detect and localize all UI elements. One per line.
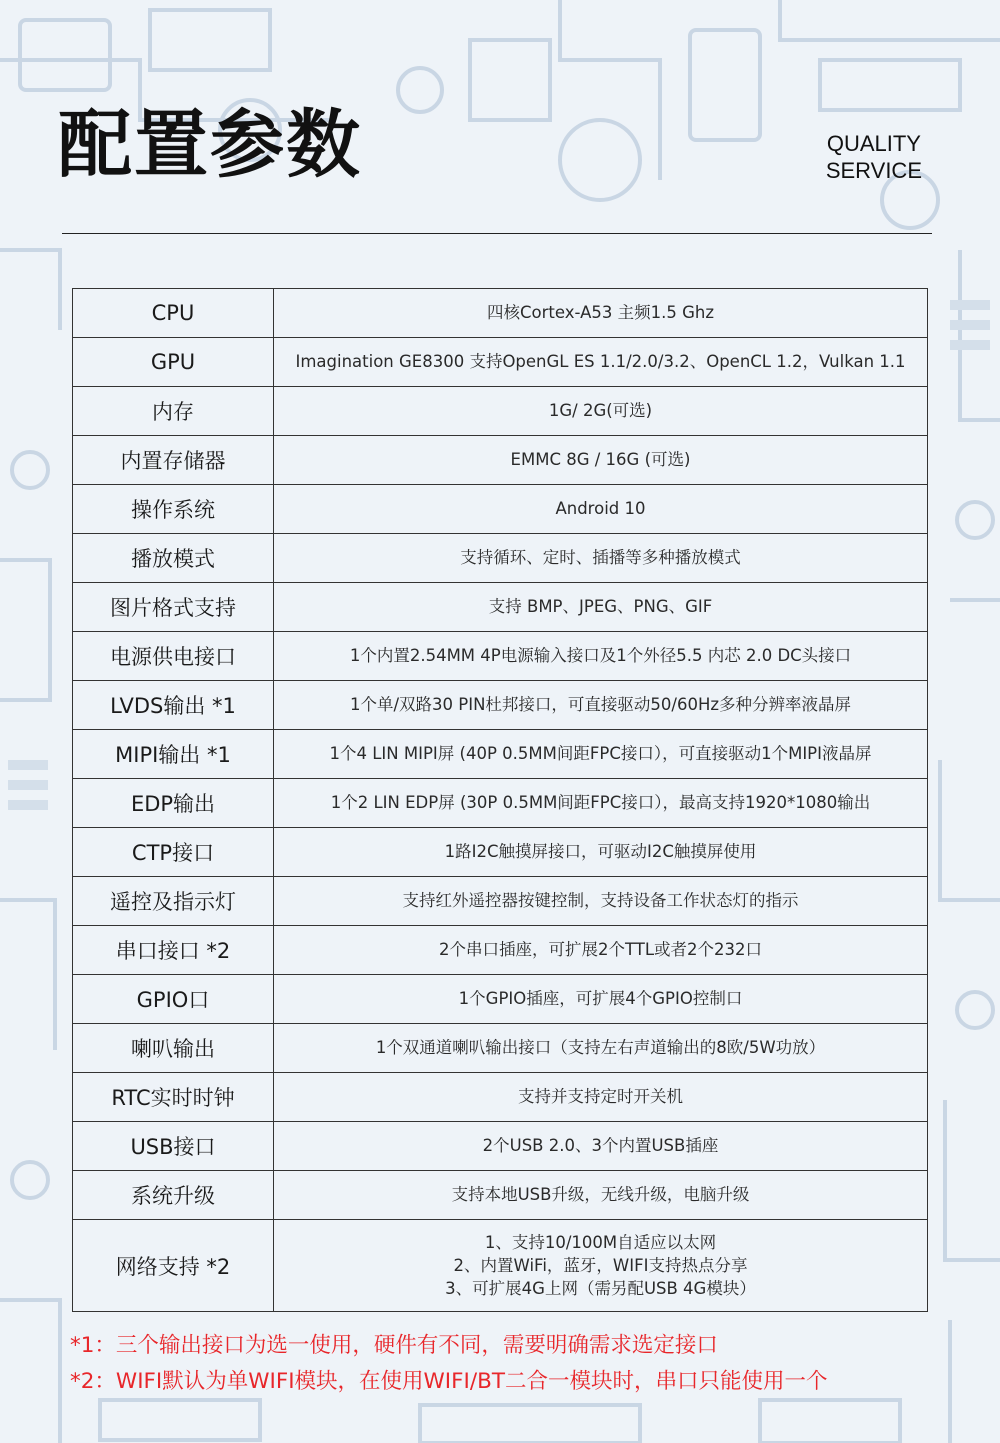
network-line-1: 1、支持10/100M自适应以太网 — [484, 1233, 717, 1252]
spec-value: 1个4 LIN MIPI屏 (40P 0.5MM间距FPC接口），可直接驱动1个MIPI液晶屏 — [274, 730, 928, 779]
table-row — [73, 289, 928, 338]
network-line-3: 3、可扩展4G上网（需另配USB 4G模块） — [445, 1279, 756, 1298]
table-row — [73, 877, 928, 926]
table-row — [73, 779, 928, 828]
table-row — [73, 1171, 928, 1220]
tagline-line-1: QUALITY — [826, 131, 921, 156]
table-row — [73, 485, 928, 534]
spec-value — [274, 1220, 928, 1312]
table-row — [73, 1024, 928, 1073]
spec-key: LVDS输出 *1 — [73, 681, 274, 730]
spec-key: RTC实时时钟 — [73, 1073, 274, 1122]
spec-value: 支持 BMP、JPEG、PNG、GIF — [274, 583, 928, 632]
quality-service-tagline — [826, 130, 922, 184]
table-row — [73, 975, 928, 1024]
table-row — [73, 583, 928, 632]
spec-key: 喇叭输出 — [73, 1024, 274, 1073]
spec-key: 网络支持 *2 — [73, 1220, 274, 1312]
spec-key: 图片格式支持 — [73, 583, 274, 632]
spec-value: Imagination GE8300 支持OpenGL ES 1.1/2.0/3.2、OpenCL 1.2，Vulkan 1.1 — [274, 338, 928, 387]
spec-key: GPIO口 — [73, 975, 274, 1024]
spec-key: MIPI输出 *1 — [73, 730, 274, 779]
spec-value: 支持循环、定时、插播等多种播放模式 — [274, 534, 928, 583]
spec-key: GPU — [73, 338, 274, 387]
spec-key: 遥控及指示灯 — [73, 877, 274, 926]
table-row — [73, 387, 928, 436]
table-row — [73, 730, 928, 779]
table-row — [73, 534, 928, 583]
table-row — [73, 828, 928, 877]
spec-value: 支持本地USB升级，无线升级，电脑升级 — [274, 1171, 928, 1220]
spec-key: CPU — [73, 289, 274, 338]
spec-key: 系统升级 — [73, 1171, 274, 1220]
table-row-network — [73, 1220, 928, 1312]
spec-value: 1个2 LIN EDP屏 (30P 0.5MM间距FPC接口），最高支持1920*1080输出 — [274, 779, 928, 828]
footnote-1: *1：三个输出接口为选一使用，硬件有不同，需要明确需求选定接口 — [70, 1333, 718, 1358]
spec-value: 1个双通道喇叭输出接口（支持左右声道输出的8欧/5W功放） — [274, 1024, 928, 1073]
spec-value: Android 10 — [274, 485, 928, 534]
table-row — [73, 1073, 928, 1122]
spec-key: 电源供电接口 — [73, 632, 274, 681]
spec-value: 1G/ 2G(可选) — [274, 387, 928, 436]
spec-key: 内置存储器 — [73, 436, 274, 485]
spec-key: USB接口 — [73, 1122, 274, 1171]
table-row — [73, 926, 928, 975]
spec-key: CTP接口 — [73, 828, 274, 877]
spec-value: 支持红外遥控器按键控制，支持设备工作状态灯的指示 — [274, 877, 928, 926]
spec-value: 1个内置2.54MM 4P电源输入接口及1个外径5.5 内芯 2.0 DC头接口 — [274, 632, 928, 681]
table-row — [73, 632, 928, 681]
spec-value: 2个串口插座，可扩展2个TTL或者2个232口 — [274, 926, 928, 975]
network-line-2: 2、内置WiFi，蓝牙，WIFI支持热点分享 — [453, 1256, 748, 1275]
spec-value: 支持并支持定时开关机 — [274, 1073, 928, 1122]
spec-value: 2个USB 2.0、3个内置USB插座 — [274, 1122, 928, 1171]
tagline-line-2: SERVICE — [825, 158, 922, 183]
footnote-2: *2：WIFI默认为单WIFI模块，在使用WIFI/BT二合一模块时，串口只能使用一个 — [70, 1369, 828, 1394]
spec-key: EDP输出 — [73, 779, 274, 828]
spec-key: 播放模式 — [73, 534, 274, 583]
table-row — [73, 338, 928, 387]
spec-key: 内存 — [73, 387, 274, 436]
spec-table — [72, 288, 928, 1312]
footnotes — [70, 1328, 827, 1400]
spec-value: 四核Cortex-A53 主频1.5 Ghz — [274, 289, 928, 338]
spec-value: 1个单/双路30 PIN杜邦接口，可直接驱动50/60Hz多种分辨率液晶屏 — [274, 681, 928, 730]
spec-value: 1个GPIO插座，可扩展4个GPIO控制口 — [274, 975, 928, 1024]
table-row — [73, 436, 928, 485]
spec-value: 1路I2C触摸屏接口，可驱动I2C触摸屏使用 — [274, 828, 928, 877]
table-row — [73, 1122, 928, 1171]
table-row — [73, 681, 928, 730]
page-title: 配置参数 — [58, 102, 362, 188]
title-divider — [62, 233, 932, 234]
spec-key: 操作系统 — [73, 485, 274, 534]
spec-key: 串口接口 *2 — [73, 926, 274, 975]
spec-value: EMMC 8G / 16G (可选) — [274, 436, 928, 485]
